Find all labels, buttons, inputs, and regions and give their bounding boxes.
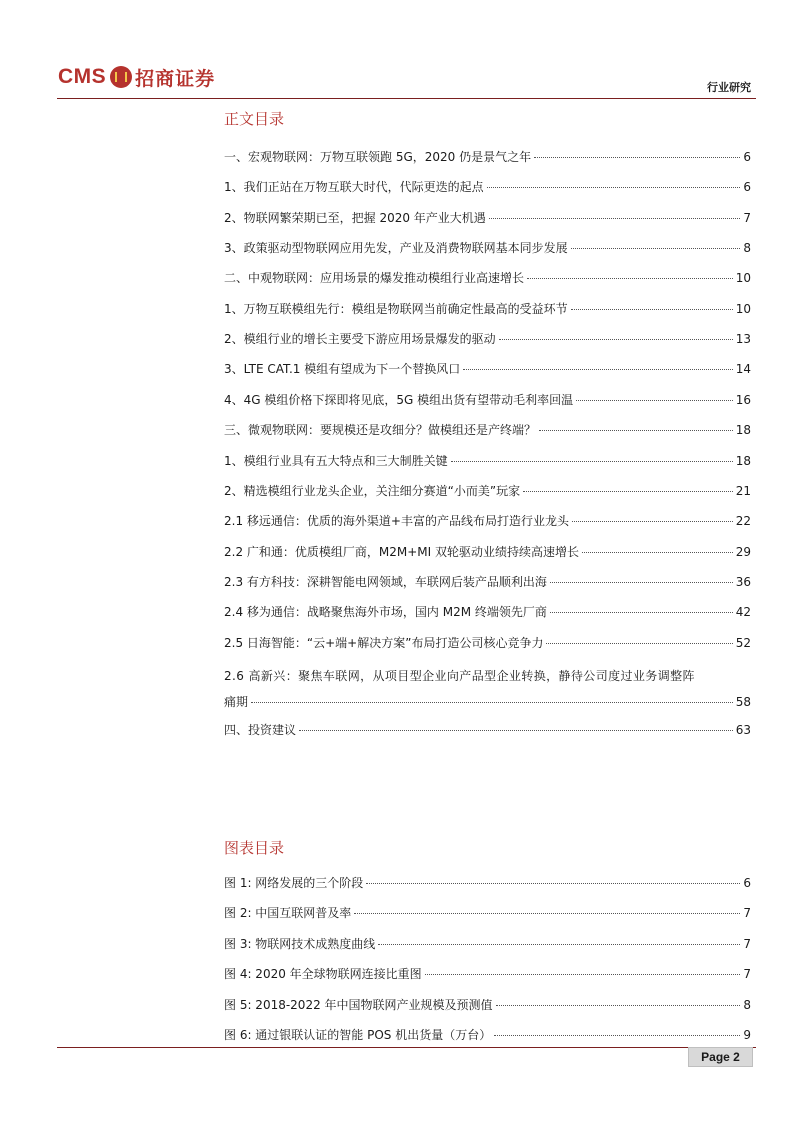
- toc-entry-page: 10: [735, 271, 751, 286]
- toc-entry-page: 21: [735, 483, 751, 498]
- figure-entry[interactable]: [224, 1028, 751, 1043]
- toc-entry-text: 一、宏观物联网：万物互联领跑 5G，2020 仍是景气之年: [224, 150, 532, 164]
- figure-entry[interactable]: [224, 876, 751, 891]
- toc-leader-dots: [366, 883, 740, 884]
- toc-entry-text: 2.2 广和通：优质模组厂商，M2M+MI 双轮驱动业绩持续高速增长: [224, 544, 580, 559]
- toc-entry-page: 63: [735, 723, 751, 737]
- toc-entry-final[interactable]: [224, 723, 751, 738]
- toc-entry[interactable]: [224, 332, 751, 347]
- toc-entry-page: 42: [735, 605, 751, 620]
- toc-leader-dots: [487, 187, 741, 188]
- logo-latin-text: CMS: [58, 65, 107, 88]
- toc-leader-dots: [451, 461, 733, 462]
- toc-leader-dots: [550, 582, 733, 583]
- toc-entry-text: 2.4 移为通信：战略聚焦海外市场，国内 M2M 终端领先厂商: [224, 605, 547, 620]
- toc-entry[interactable]: [224, 423, 751, 438]
- toc-entry[interactable]: [224, 514, 751, 529]
- company-logo: [58, 62, 215, 92]
- figure-entry[interactable]: [224, 967, 751, 982]
- toc-entry-page: 13: [735, 332, 751, 347]
- report-category: 行业研究: [707, 81, 751, 94]
- toc-leader-dots: [499, 339, 733, 340]
- toc-entry-page: 6: [743, 180, 751, 195]
- toc-entry-text-line1: 2.6 高新兴：聚焦车联网，从项目型企业向产品型企业转换，静待公司度过业务调整阵: [224, 669, 695, 683]
- figure-entry-page: 9: [743, 1028, 751, 1042]
- toc-entry-page: 58: [735, 695, 751, 709]
- toc-leader-dots: [378, 944, 740, 945]
- toc-entry-text: 1、我们正站在万物互联大时代，代际更迭的起点: [224, 180, 484, 195]
- figure-entry-text: 图 6: 通过银联认证的智能 POS 机出货量（万台）: [224, 1028, 492, 1042]
- toc-leader-dots: [299, 730, 733, 731]
- toc-entry-page: 6: [743, 150, 751, 164]
- toc-leader-dots: [494, 1035, 740, 1036]
- figure-entry-text: 图 5: 2018-2022 年中国物联网产业规模及预测值: [224, 997, 493, 1012]
- header-divider: [57, 98, 756, 99]
- toc-entry[interactable]: [224, 575, 751, 590]
- figure-entry-text: 图 4: 2020 年全球物联网连接比重图: [224, 967, 422, 982]
- toc-entry-page: 52: [735, 635, 751, 650]
- toc-entry[interactable]: [224, 271, 751, 286]
- figure-entry-text: 图 2: 中国互联网普及率: [224, 906, 352, 921]
- toc-entry[interactable]: [224, 150, 751, 165]
- toc-leader-dots: [539, 430, 733, 431]
- toc-leader-dots: [550, 612, 733, 613]
- toc-leader-dots: [576, 400, 733, 401]
- toc-entry-text: 2、精选模组行业龙头企业，关注细分赛道“小而美”玩家: [224, 483, 521, 498]
- toc-leader-dots: [251, 702, 733, 703]
- toc-entry-text: 二、中观物联网：应用场景的爆发推动模组行业高速增长: [224, 271, 525, 286]
- toc-entry-text-line2: 痛期: [224, 695, 249, 709]
- logo-chinese-text: 招商证券: [135, 67, 216, 90]
- toc-entry-text: 2.3 有方科技：深耕智能电网领域，车联网后装产品顺利出海: [224, 574, 547, 589]
- toc-entry-page: 29: [735, 544, 751, 559]
- footer-divider: [57, 1047, 756, 1048]
- toc-leader-dots: [572, 521, 733, 522]
- toc-leader-dots: [571, 248, 741, 249]
- toc-entry[interactable]: [224, 636, 751, 651]
- toc-entry[interactable]: [224, 454, 751, 469]
- figure-entry[interactable]: [224, 998, 751, 1013]
- toc-leader-dots: [463, 369, 732, 370]
- toc-entry[interactable]: [224, 302, 751, 317]
- toc-entry-text: 2.5 日海智能：“云+端+解决方案”布局打造公司核心竞争力: [224, 635, 544, 650]
- toc-leader-dots: [496, 1005, 741, 1006]
- figures-title: 图表目录: [224, 839, 285, 857]
- toc-entry[interactable]: [224, 362, 751, 377]
- toc-entry-page: 16: [735, 392, 751, 407]
- toc-leader-dots: [546, 643, 732, 644]
- toc-entry-page: 10: [735, 301, 751, 316]
- toc-entry-page: 22: [735, 514, 751, 529]
- figure-entry-page: 7: [743, 936, 751, 951]
- toc-entry[interactable]: [224, 211, 751, 226]
- toc-entry-page: 36: [735, 574, 751, 589]
- figure-entry-text: 图 1: 网络发展的三个阶段: [224, 876, 364, 890]
- toc-entry-text: 三、微观物联网：要规模还是攻细分？做模组还是产终端？: [224, 423, 537, 438]
- figure-entry-page: 7: [743, 967, 751, 982]
- toc-entry-text: 1、模组行业具有五大特点和三大制胜关键: [224, 453, 448, 468]
- toc-entry-wrapped[interactable]: [224, 669, 751, 710]
- toc-entry-text: 四、投资建议: [224, 723, 297, 737]
- toc-leader-dots: [489, 218, 741, 219]
- toc-leader-dots: [582, 552, 733, 553]
- toc-leader-dots: [425, 974, 741, 975]
- toc-leader-dots: [354, 913, 740, 914]
- toc-entry-text: 2.1 移远通信：优质的海外渠道+丰富的产品线布局打造行业龙头: [224, 514, 569, 529]
- toc-entry-page: 18: [735, 453, 751, 468]
- toc-entry[interactable]: [224, 484, 751, 499]
- figure-entry[interactable]: [224, 937, 751, 952]
- toc-title: 正文目录: [224, 110, 285, 128]
- toc-entry-page: 8: [743, 241, 751, 256]
- toc-entry[interactable]: [224, 180, 751, 195]
- figure-entry-page: 7: [743, 906, 751, 921]
- toc-leader-dots: [523, 491, 733, 492]
- toc-entry[interactable]: [224, 393, 751, 408]
- logo-emblem-icon: [110, 66, 132, 88]
- toc-entry-text: 2、模组行业的增长主要受下游应用场景爆发的驱动: [224, 332, 496, 347]
- figure-entry-text: 图 3: 物联网技术成熟度曲线: [224, 936, 376, 951]
- toc-entry[interactable]: [224, 241, 751, 256]
- toc-entry-page: 14: [735, 362, 751, 377]
- toc-entry-page: 18: [735, 423, 751, 438]
- toc-entry-text: 3、政策驱动型物联网应用先发，产业及消费物联网基本同步发展: [224, 241, 568, 256]
- toc-entry-text: 1、万物互联模组先行：模组是物联网当前确定性最高的受益环节: [224, 301, 568, 316]
- toc-entry-text: 2、物联网繁荣期已至，把握 2020 年产业大机遇: [224, 210, 486, 225]
- toc-leader-dots: [571, 309, 733, 310]
- toc-entry-text: 3、LTE CAT.1 模组有望成为下一个替换风口: [224, 362, 461, 377]
- toc-entry-text: 4、4G 模组价格下探即将见底，5G 模组出货有望带动毛利率回温: [224, 392, 574, 407]
- toc-leader-dots: [527, 278, 733, 279]
- figure-entry-page: 8: [743, 997, 751, 1012]
- toc-entry-page: 7: [743, 210, 751, 225]
- page-number-badge: Page 2: [688, 1047, 753, 1067]
- figure-entry[interactable]: [224, 906, 751, 921]
- toc-leader-dots: [534, 157, 740, 158]
- toc-entry[interactable]: [224, 545, 751, 560]
- figure-entry-page: 6: [743, 876, 751, 890]
- toc-entry[interactable]: [224, 605, 751, 620]
